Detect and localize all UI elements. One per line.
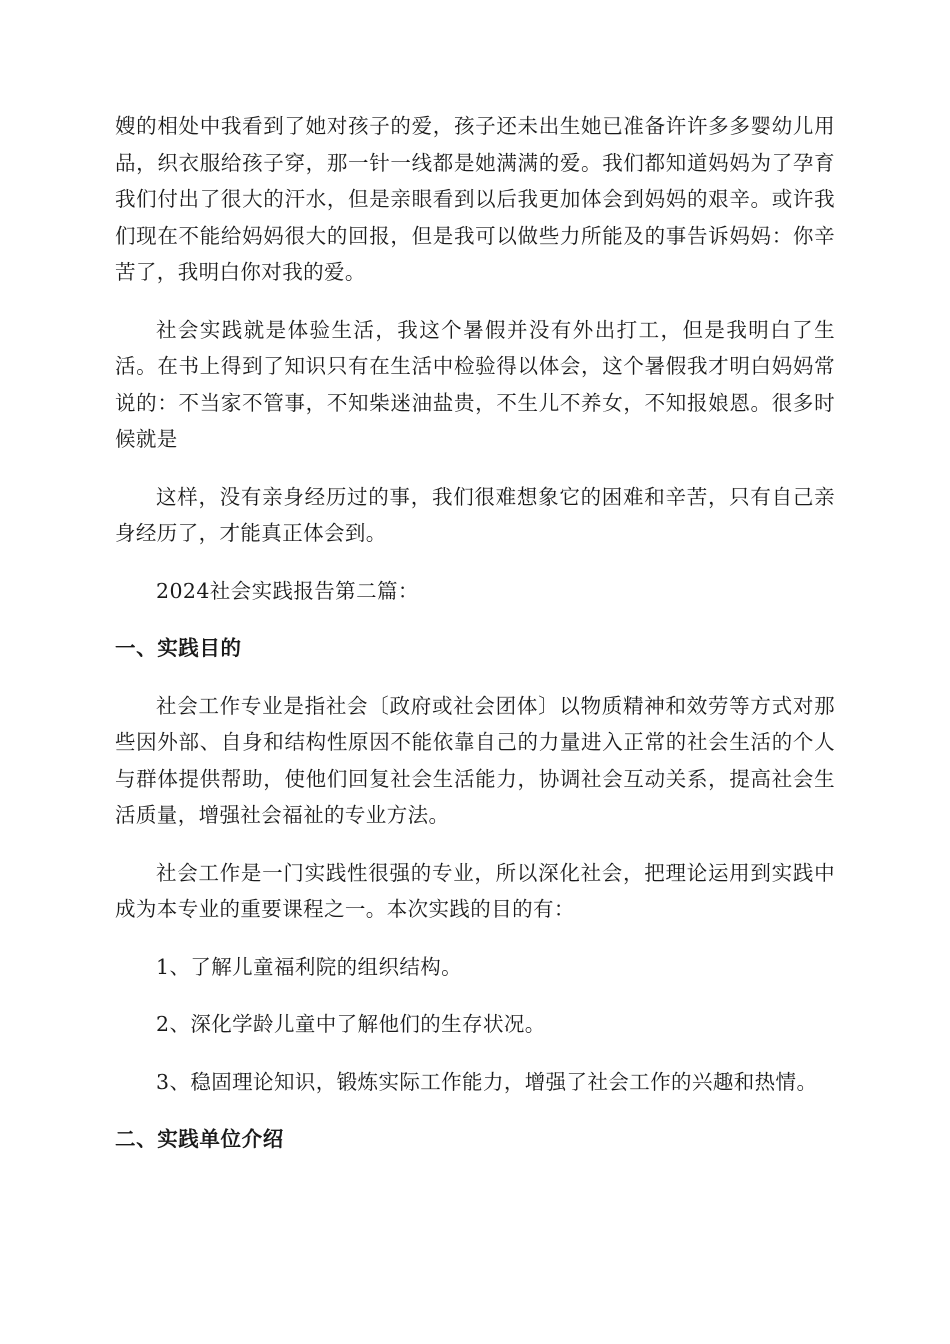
paragraph: 这样，没有亲身经历过的事，我们很难想象它的困难和辛苦，只有自己亲身经历了，才能真正体会到。: [115, 484, 835, 545]
list-item: 1、了解儿童福利院的组织结构。: [156, 954, 463, 979]
document-body: [115, 108, 835, 1179]
paragraph-continued: 嫂的相处中我看到了她对孩子的爱，孩子还未出生她已准备许许多多婴幼儿用品，织衣服给孩子穿，那一针一线都是她满满的爱。我们都知道妈妈为了孕育我们付出了很大的汗水，但是亲眼看到以后我更加体会到妈妈的艰辛。或许我们现在不能给妈妈很大的回报，但是我可以做些力所能及的事告诉妈妈：你辛苦了，我明白你对我的爱。: [115, 114, 835, 284]
section-heading-purpose: 一、实践目的: [115, 636, 242, 660]
report-part-title: 2024社会实践报告第二篇：: [156, 578, 419, 603]
list-item: 3、稳固理论知识，锻炼实际工作能力，增强了社会工作的兴趣和热情。: [156, 1069, 818, 1094]
paragraph: 社会工作专业是指社会〔政府或社会团体〕以物质精神和效劳等方式对那些因外部、自身和结构性原因不能依靠自己的力量进入正常的社会生活的个人与群体提供帮助，使他们回复社会生活能力，协调社会互动关系，提高社会生活质量，增强社会福祉的专业方法。: [115, 693, 835, 827]
section-heading-unit: 二、实践单位介绍: [115, 1127, 284, 1151]
paragraph: 社会实践就是体验生活，我这个暑假并没有外出打工，但是我明白了生活。在书上得到了知识只有在生活中检验得以体会，这个暑假我才明白妈妈常说的：不当家不管事，不知柴迷油盐贵，不生儿不养女，不知报娘恩。很多时候就是: [115, 317, 835, 451]
paragraph: 社会工作是一门实践性很强的专业，所以深化社会，把理论运用到实践中成为本专业的重要课程之一。本次实践的目的有：: [115, 860, 835, 921]
list-item: 2、深化学龄儿童中了解他们的生存状况。: [156, 1012, 546, 1036]
